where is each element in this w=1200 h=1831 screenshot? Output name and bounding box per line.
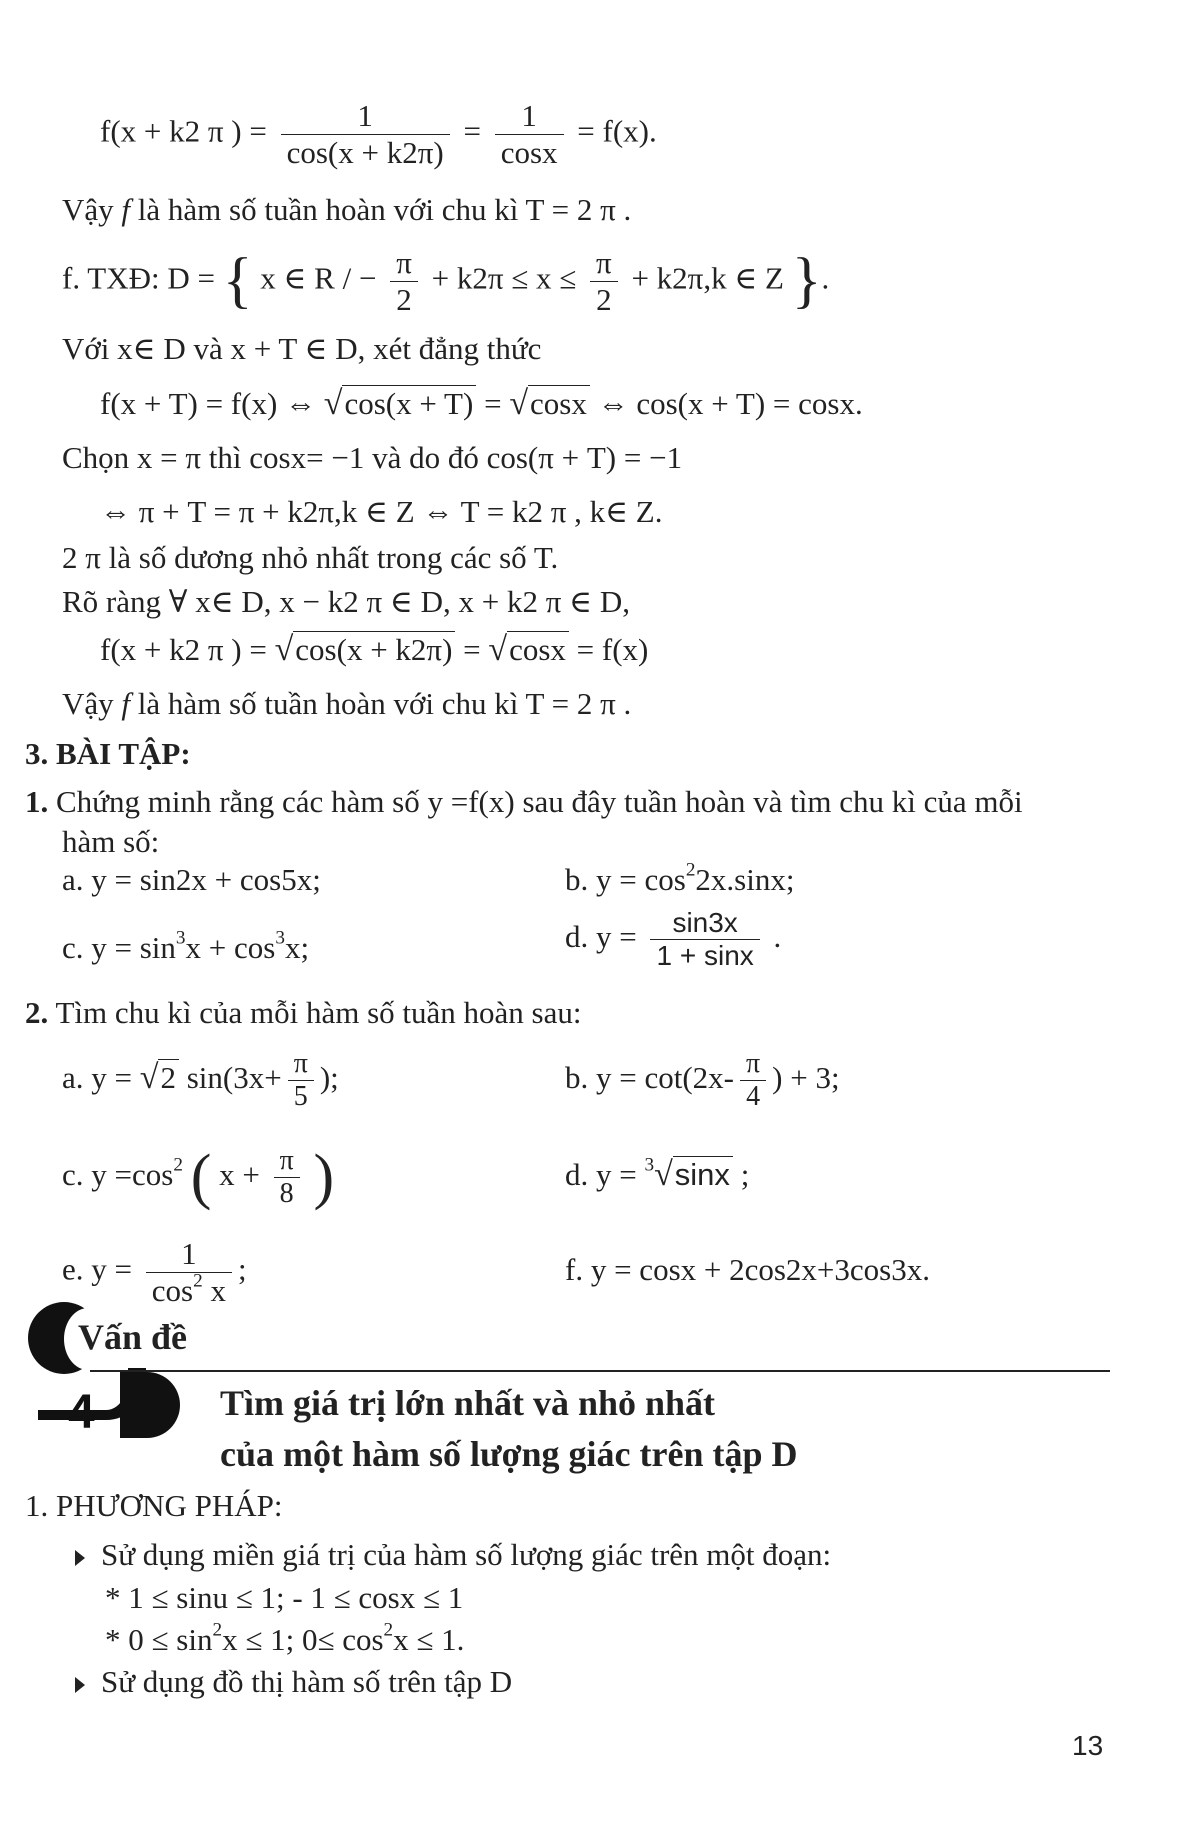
- exercise-number: 1.: [25, 784, 49, 819]
- exercise-text: Chứng minh rằng các hàm số y =f(x) sau đây tuần hoàn và tìm chu kì của mỗi: [48, 784, 1023, 819]
- text: Vậy: [62, 192, 122, 227]
- exercise-2d: [565, 1155, 749, 1194]
- fraction: [288, 1048, 314, 1113]
- fraction-denominator: 5: [293, 1081, 308, 1113]
- square-root: √cos(x + T): [324, 384, 477, 423]
- radicand: cosx: [507, 631, 569, 667]
- text: ;: [740, 1157, 750, 1192]
- exponent: 2: [212, 1619, 223, 1641]
- root-index: 3: [644, 1154, 655, 1176]
- radicand: 2: [158, 1059, 179, 1095]
- fraction-denominator: cos(x + k2π): [286, 134, 444, 170]
- text-line: Chọn x = π thì cosx= −1 và do đó cos(π + T) = −1: [62, 440, 683, 475]
- exercise-1: [25, 784, 1023, 820]
- exponent: 2: [685, 859, 696, 881]
- text: + k2π ≤ x ≤: [431, 260, 577, 296]
- close-brace: }: [791, 246, 822, 315]
- equals-sign: =: [484, 386, 502, 421]
- text: 2x.sinx;: [695, 862, 795, 897]
- text-line: 2 π là số dương nhỏ nhất trong các số T.: [62, 540, 559, 575]
- exponent: 3: [275, 927, 285, 949]
- exercise-1-cont: hàm số:: [62, 824, 160, 859]
- text: sin(3x+: [186, 1059, 282, 1095]
- text: b. y = cot(2x-: [565, 1059, 735, 1095]
- fraction-numerator: π: [288, 1048, 314, 1081]
- exercise-number: 2.: [25, 995, 49, 1030]
- exercise-text: Tìm chu kì của mỗi hàm số tuần hoàn sau:: [48, 995, 582, 1030]
- exponent: 2: [383, 1619, 394, 1641]
- exercise-1d: [565, 907, 781, 972]
- text: = f(x): [576, 632, 649, 667]
- equation-line: ⇔ π + T = π + k2π,k ∈ Z ⇔ T = k2 π , k∈ Z.: [100, 494, 663, 529]
- domain-definition: [62, 245, 829, 317]
- text: Sử dụng đồ thị hàm số trên tập D: [101, 1664, 513, 1699]
- text: * 0 ≤ sin: [105, 1622, 213, 1657]
- fraction-denominator: 1 + sinx: [656, 940, 754, 972]
- square-root: √cos(x + k2π): [275, 630, 456, 669]
- exercise-2f: f. y = cosx + 2cos2x+3cos3x.: [565, 1252, 930, 1287]
- fraction-denominator: 4: [746, 1081, 761, 1113]
- radicand: sinx: [673, 1156, 733, 1192]
- triangle-bullet-icon: [75, 1550, 85, 1566]
- text-line: Rõ ràng ∀ x∈ D, x − k2 π ∈ D, x + k2 π ∈ D,: [62, 584, 630, 619]
- fraction-numerator: 1: [495, 98, 564, 135]
- close-paren: ): [313, 1143, 335, 1211]
- exercise-2b: [565, 1048, 840, 1113]
- text: x +: [219, 1156, 260, 1192]
- bullet-item: [75, 1664, 512, 1700]
- text: x ∈ R / −: [260, 260, 377, 296]
- eq-lhs: f(x + k2 π ) =: [100, 113, 267, 149]
- fraction-2: [495, 98, 564, 170]
- inequality-line: [105, 1619, 465, 1658]
- equation-sqrt-cos: [100, 630, 648, 669]
- text: a. y =: [62, 1059, 132, 1095]
- fraction-denominator: 2: [596, 281, 612, 317]
- fraction-1: [281, 98, 450, 170]
- exercise-2: [25, 995, 581, 1031]
- open-paren: (: [190, 1143, 212, 1211]
- fraction: [740, 1048, 766, 1113]
- text: f(x + T) = f(x) ⇔: [100, 386, 317, 421]
- square-root: √cosx: [509, 384, 590, 423]
- exercise-1c: [62, 927, 310, 966]
- topic-title-line-2: của một hàm số lượng giác trên tập D: [220, 1434, 798, 1474]
- text: ;: [237, 1251, 247, 1287]
- fraction-numerator: π: [740, 1048, 766, 1081]
- equals-sign: =: [463, 632, 481, 667]
- text: );: [319, 1059, 339, 1095]
- topic-badge-shape: [120, 1372, 180, 1438]
- text: x ≤ 1; 0≤ cos: [222, 1622, 384, 1657]
- text: x ≤ 1.: [393, 1622, 465, 1657]
- conclusion-line: [62, 192, 631, 228]
- fraction-numerator: 1: [281, 98, 450, 135]
- equals-sign: =: [463, 113, 481, 149]
- text: .: [821, 260, 830, 296]
- text: Vậy: [62, 686, 122, 721]
- inequality-line: * 1 ≤ sinu ≤ 1; - 1 ≤ cosx ≤ 1: [105, 1580, 464, 1615]
- text: ⇔ cos(x + T) = cosx.: [597, 386, 863, 421]
- divider: [90, 1370, 1110, 1372]
- fraction-denominator: cosx: [500, 134, 558, 170]
- radicand: cosx: [528, 385, 590, 421]
- fraction-denominator: [146, 1270, 232, 1309]
- text: d. y =: [565, 1157, 637, 1192]
- text: x;: [284, 930, 310, 965]
- text: c. y =cos: [62, 1156, 174, 1192]
- open-brace: {: [222, 246, 253, 315]
- cube-root: $^3$√sinx: [644, 1155, 732, 1194]
- text: Sử dụng miền giá trị của hàm số lượng giác trên một đoạn:: [101, 1537, 832, 1572]
- square-root: √cosx: [488, 630, 569, 669]
- radicand: cos(x + k2π): [293, 631, 455, 667]
- text: f(x + k2 π ) =: [100, 632, 267, 667]
- exponent: 3: [175, 927, 186, 949]
- text: .: [773, 918, 782, 954]
- text-line: Với x∈ D và x + T ∈ D, xét đẳng thức: [62, 331, 542, 366]
- page-number: 13: [1072, 1730, 1104, 1761]
- eq-rhs: = f(x).: [577, 113, 657, 149]
- fraction-denominator: 2: [396, 281, 412, 317]
- topic-number: 4: [68, 1386, 95, 1439]
- bullet-item: [75, 1537, 831, 1573]
- text: là hàm số tuần hoàn với chu kì T = 2 π .: [130, 686, 632, 721]
- fraction: [274, 1145, 300, 1210]
- fraction-pi-2: [390, 245, 418, 317]
- exercise-2a: [62, 1048, 339, 1113]
- text: f. TXĐ: D =: [62, 260, 215, 296]
- fraction-numerator: 1: [146, 1236, 232, 1273]
- section-heading-exercises: 3. BÀI TẬP:: [25, 736, 191, 771]
- text: cos: [151, 1272, 194, 1308]
- conclusion-line: [62, 686, 631, 722]
- text: b. y = cos: [565, 862, 686, 897]
- text: + k2π,k ∈ Z: [631, 260, 784, 296]
- text: d. y =: [565, 918, 637, 954]
- section-heading-method: 1. PHƯƠNG PHÁP:: [25, 1488, 283, 1523]
- fraction-numerator: π: [390, 245, 418, 282]
- text: e. y =: [62, 1251, 132, 1287]
- text: ) + 3;: [772, 1059, 840, 1095]
- fraction-numerator: π: [274, 1145, 300, 1178]
- exponent: 2: [173, 1154, 183, 1176]
- exercise-2c: [62, 1142, 334, 1213]
- fraction-denominator: 8: [279, 1178, 294, 1210]
- equation-sqrt-cos: [100, 384, 863, 423]
- fraction: [146, 1236, 232, 1308]
- text: x + cos: [185, 930, 276, 965]
- text: là hàm số tuần hoàn với chu kì T = 2 π .: [130, 192, 632, 227]
- equation-periodicity-reciprocal: [100, 98, 657, 170]
- fraction-pi-2: [590, 245, 618, 317]
- exponent: 2: [193, 1270, 203, 1292]
- square-root: √2: [140, 1058, 179, 1097]
- function-symbol: f: [121, 192, 131, 227]
- fraction-numerator: sin3x: [650, 907, 759, 940]
- text: c. y = sin: [62, 930, 176, 965]
- exercise-2e: [62, 1236, 247, 1308]
- triangle-bullet-icon: [75, 1677, 85, 1693]
- exercise-1b: [565, 859, 795, 898]
- topic-label: Vấn đề: [78, 1317, 188, 1357]
- function-symbol: f: [121, 686, 131, 721]
- topic-title-line-1: Tìm giá trị lớn nhất và nhỏ nhất: [220, 1383, 716, 1423]
- radicand: cos(x + T): [342, 385, 476, 421]
- exercise-1a: a. y = sin2x + cos5x;: [62, 862, 321, 897]
- fraction: [650, 907, 759, 972]
- fraction-numerator: π: [590, 245, 618, 282]
- text: x: [202, 1272, 226, 1308]
